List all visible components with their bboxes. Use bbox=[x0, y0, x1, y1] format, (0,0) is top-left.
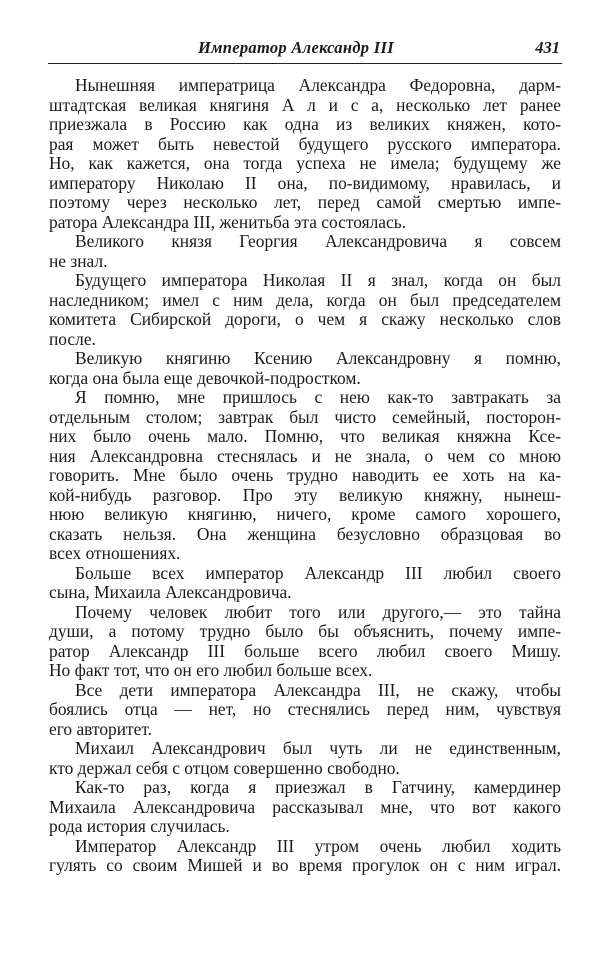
text-line: рая может быть невестой будущего русского императора. bbox=[49, 133, 561, 154]
text-line: штадтская великая княгиня А л и с а, несколько лет ранее bbox=[49, 94, 561, 115]
text-line: сына, Михаила Александровича. bbox=[49, 582, 292, 602]
text-line: говорить. Мне было очень трудно наводить ее хоть на ка- bbox=[49, 465, 561, 485]
running-header bbox=[48, 36, 562, 62]
text-line: Я помню, мне пришлось с нею как-то завтракать за bbox=[75, 387, 561, 407]
text-line: ратора Александра III, женитьба эта состоялась. bbox=[49, 211, 406, 232]
text-line: поэтому через несколько лет, перед самой смертью импе- bbox=[49, 192, 561, 212]
paragraph bbox=[49, 778, 561, 837]
text-line: гулять со своим Мишей и во время прогулок он с ним играл. bbox=[49, 855, 561, 875]
text-line: приезжала в Россию как одна из великих княжен, кото- bbox=[49, 114, 561, 134]
paragraph bbox=[49, 603, 561, 681]
header-rule bbox=[48, 63, 562, 64]
text-line: когда она была еще девочкой-подростком. bbox=[49, 367, 361, 388]
text-line: Больше всех император Александр III любил своего bbox=[75, 562, 561, 583]
text-line: императору Николаю II она, по-видимому, нравилась, и bbox=[49, 172, 561, 193]
paragraph bbox=[49, 349, 561, 388]
text-line: Нынешняя императрица Александра Федоровна, дарм- bbox=[75, 75, 561, 95]
text-line: Будущего императора Николая II я знал, когда он был bbox=[75, 270, 561, 290]
paragraph bbox=[49, 681, 561, 740]
text-line: Почему человек любит того или другого,— это тайна bbox=[75, 601, 561, 622]
text-line: них было очень мало. Помню, что великая княжна Ксе- bbox=[49, 426, 561, 446]
text-line: наследником; имел с ним дела, когда он был председателем bbox=[49, 289, 561, 310]
text-line: нюю великую княгиню, ничего, кроме самого хорошего, bbox=[49, 504, 561, 524]
paragraph bbox=[49, 388, 561, 564]
text-line: сказать нельзя. Она женщина безусловно образцовая во bbox=[49, 523, 561, 544]
text-line: Великую княгиню Ксению Александровну я помню, bbox=[75, 348, 561, 368]
text-line: отдельным столом; завтрак был чисто семейный, посторон- bbox=[49, 406, 561, 427]
text-line: Михаил Александрович был чуть ли не единственным, bbox=[75, 738, 561, 758]
text-line: кой-нибудь разговор. Про эту великую княжну, нынеш- bbox=[49, 484, 561, 505]
text-line: кто держал себя с отцом совершенно свободно. bbox=[49, 757, 400, 778]
text-line: Но факт тот, что он его любил больше всех. bbox=[49, 660, 373, 680]
text-line: после. bbox=[49, 328, 96, 349]
text-line: Великого князя Георгия Александровича я совсем bbox=[75, 231, 561, 251]
text-line: боялись отца — нет, но стеснялись перед ним, чувствуя bbox=[49, 699, 561, 719]
text-line: Как-то раз, когда я приезжал в Гатчину, камердинер bbox=[75, 777, 561, 797]
text-line: Император Александр III утром очень любил ходить bbox=[75, 835, 561, 856]
text-line: комитета Сибирской дороги, о чем я скажу несколько слов bbox=[49, 309, 561, 329]
text-line: Все дети императора Александра III, не скажу, чтобы bbox=[75, 679, 561, 700]
text-line: его авторитет. bbox=[49, 718, 152, 739]
text-line: Михаила Александровича рассказывал мне, что вот какого bbox=[49, 796, 561, 817]
paragraph bbox=[49, 564, 561, 603]
text-line: ния Александровна стеснялась и не знала, о чем со мною bbox=[49, 445, 561, 466]
paragraph bbox=[49, 837, 561, 876]
page-number: 431 bbox=[535, 38, 560, 57]
running-title: Император Александр III bbox=[198, 38, 394, 57]
paragraph bbox=[49, 76, 561, 232]
text-line: души, а потому трудно было бы объяснить, почему импе- bbox=[49, 621, 561, 641]
text-line: не знал. bbox=[49, 250, 108, 271]
text-line: Но, как кажется, она тогда успеха не имела; будущему же bbox=[49, 153, 561, 173]
paragraph bbox=[49, 271, 561, 349]
paragraph bbox=[49, 739, 561, 778]
text-line: всех отношениях. bbox=[49, 543, 181, 563]
paragraph bbox=[49, 232, 561, 271]
text-line: рода история случилась. bbox=[49, 816, 230, 836]
text-line: ратор Александр III больше всего любил своего Мишу. bbox=[49, 640, 561, 661]
page-body-text bbox=[49, 76, 561, 876]
